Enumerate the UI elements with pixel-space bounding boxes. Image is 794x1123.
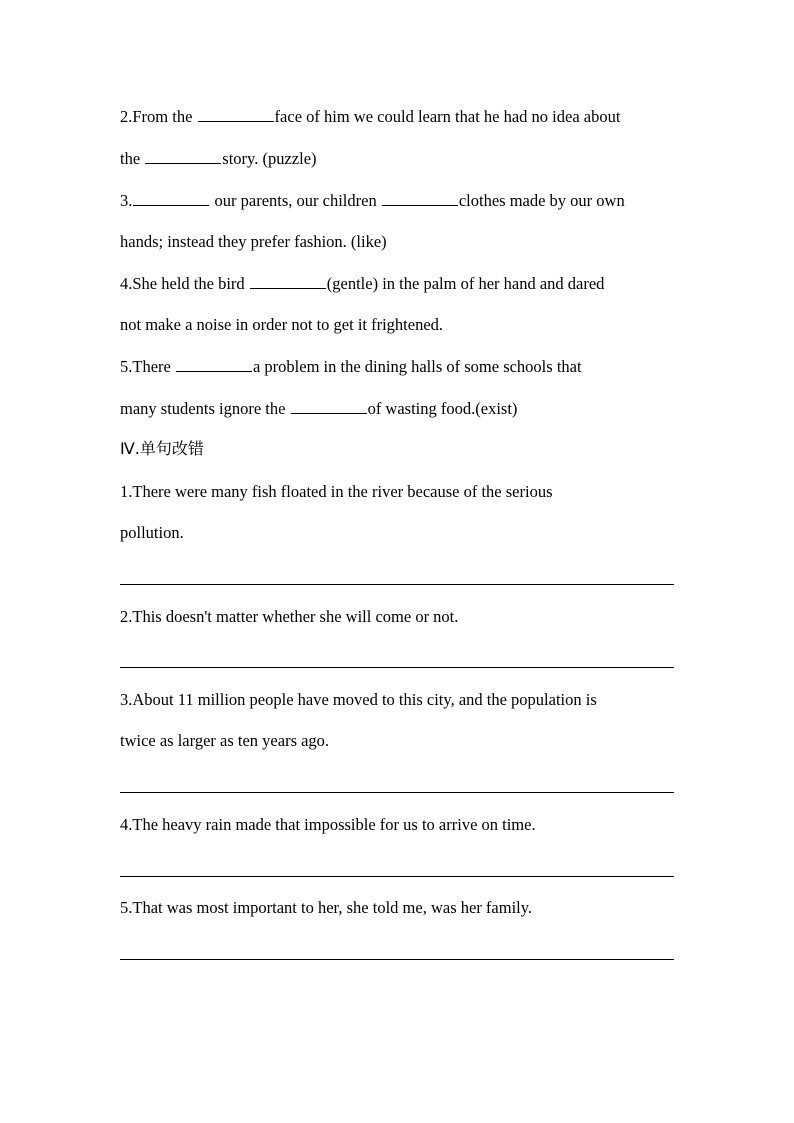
correction-item-2: 2.This doesn't matter whether she will come or not. (120, 607, 459, 626)
text: 3. (120, 191, 133, 210)
answer-line[interactable] (120, 792, 674, 793)
answer-blank[interactable] (291, 399, 367, 414)
text: hands; instead they prefer fashion. (like) (120, 232, 387, 251)
text: clothes made by our own (458, 191, 625, 210)
answer-blank[interactable] (133, 191, 209, 206)
text: not make a noise in order not to get it frightened. (120, 315, 444, 334)
text: 2.From the (120, 107, 193, 126)
answer-line[interactable] (120, 667, 674, 668)
correction-item-5: 5.That was most important to her, she told me, was her family. (120, 898, 533, 917)
fill-item-2-line-1 (120, 107, 680, 127)
fill-item-5-line-1 (120, 357, 680, 377)
answer-blank[interactable] (198, 107, 274, 122)
fill-item-5-line-2 (120, 399, 680, 419)
text: our parents, our children (214, 191, 377, 210)
answer-blank[interactable] (176, 357, 252, 372)
text: many students ignore the (120, 399, 286, 418)
text: 4.She held the bird (120, 274, 245, 293)
text: 5.There (120, 357, 171, 376)
text: (gentle) in the palm of her hand and dared (326, 274, 605, 293)
answer-line[interactable] (120, 584, 674, 585)
correction-item-1-line-2: pollution. (120, 523, 184, 542)
text: the (120, 149, 141, 168)
text: a problem in the dining halls of some schools that (252, 357, 582, 376)
answer-line[interactable] (120, 876, 674, 877)
correction-item-1-line-1: 1.There were many fish floated in the river because of the serious (120, 482, 553, 501)
correction-item-4: 4.The heavy rain made that impossible for us to arrive on time. (120, 815, 536, 834)
fill-item-3-line-2 (120, 232, 680, 252)
fill-item-3-line-1 (120, 191, 680, 211)
text: story. (puzzle) (222, 149, 317, 168)
answer-line[interactable] (120, 959, 674, 960)
text: of wasting food.(exist) (367, 399, 518, 418)
fill-item-4-line-1 (120, 274, 680, 294)
section-title: Ⅳ.单句改错 (120, 439, 204, 458)
correction-item-3-line-2: twice as larger as ten years ago. (120, 731, 330, 750)
text: face of him we could learn that he had no idea about (274, 107, 621, 126)
fill-item-2-line-2 (120, 149, 680, 169)
answer-blank[interactable] (250, 274, 326, 289)
answer-blank[interactable] (382, 191, 458, 206)
answer-blank[interactable] (145, 149, 221, 164)
fill-item-4-line-2 (120, 315, 680, 335)
correction-item-3-line-1: 3.About 11 million people have moved to this city, and the population is (120, 690, 597, 709)
